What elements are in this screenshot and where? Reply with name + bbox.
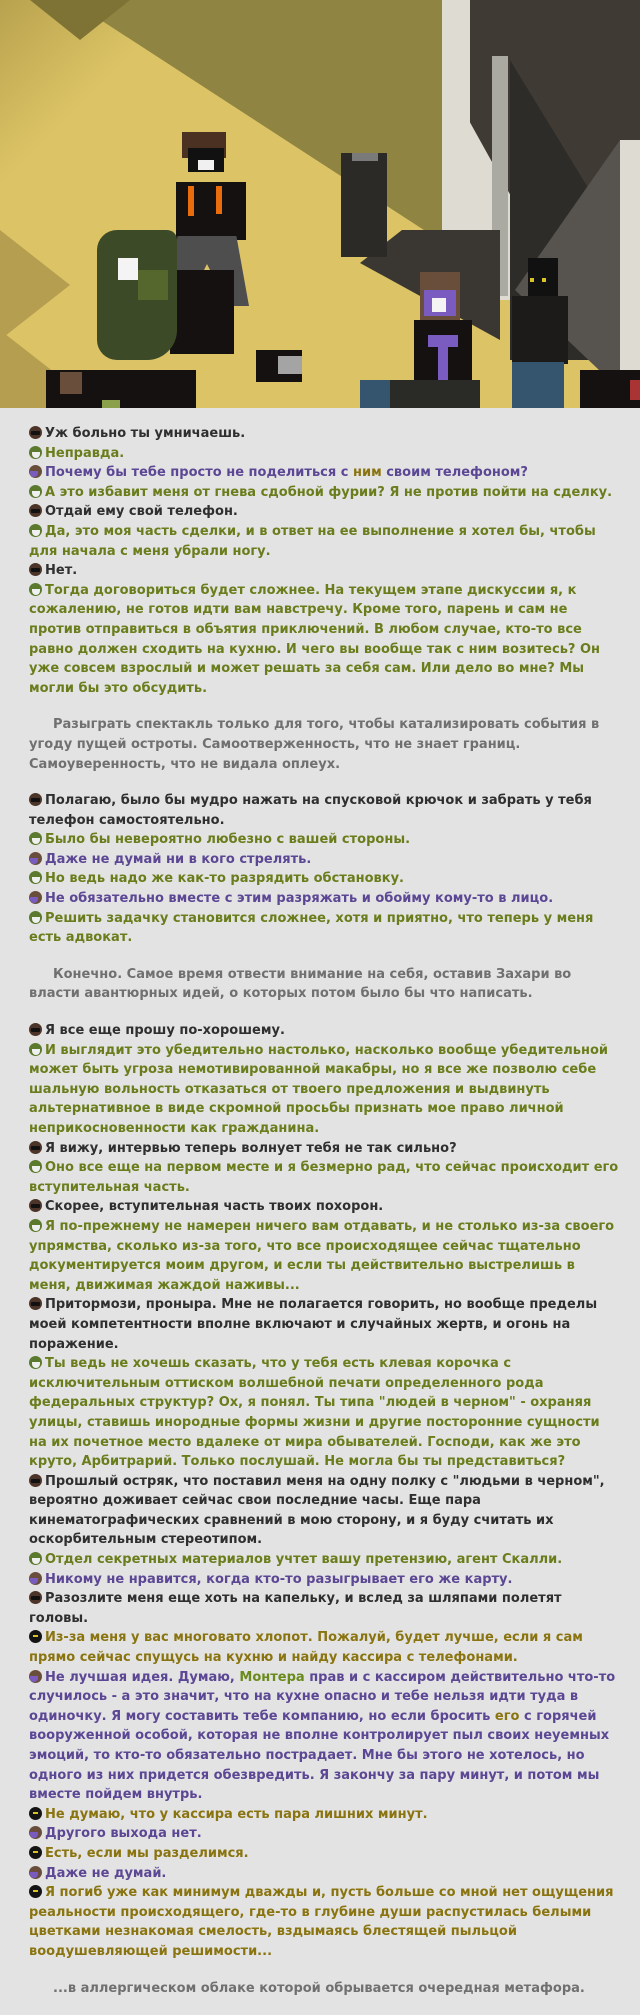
dialogue-line-shadow <box>29 1805 619 1825</box>
dialogue-text: Тогда договориться будет сложнее. На текущем этапе дискуссии я, к сожалению, не готов идти вам навстречу. Кроме того, парень и сам не против отправиться в объятия приключений. В любом случае, кто-то все равно должен сходить на кухню. И чего вы вообще так с ним возитесь? Он уже совсем взрослый и может решать за себя сам. Или дело во мне? Мы могли бы это обсудить. <box>29 582 601 696</box>
dialogue-text: Даже не думай ни в кого стрелять. <box>45 851 312 867</box>
dialogue-block <box>29 791 619 948</box>
dialogue-line-hat <box>29 1589 619 1628</box>
dialogue-line-bandana <box>29 483 619 503</box>
bandana-avatar-icon <box>29 1160 42 1173</box>
violet-avatar-icon <box>29 852 42 865</box>
dialogue-text: своим телефоном? <box>381 465 528 481</box>
violet-avatar-icon <box>29 1866 42 1879</box>
bandana-avatar-icon <box>29 1043 42 1056</box>
dialogue-text: Даже не думай. <box>45 1865 167 1881</box>
dialogue-text: Я погиб уже как минимум дважды и, пусть больше со мной нет ощущения реальности происходящего, где-то в глубине души распустилась белыми цветками незнакомая смелость, вздымаясь блестящей пыльцой воодушевляющей решимости... <box>29 1885 614 1959</box>
transcript <box>29 424 619 2015</box>
dialogue-line-violet <box>29 889 619 909</box>
dialogue-line-bandana <box>29 869 619 889</box>
dialogue-line-bandana <box>29 444 619 464</box>
dialogue-text: Не лучшая идея. Думаю, <box>45 1669 240 1685</box>
dialogue-text: Разозлите меня еще хоть на капельку, и вслед за шляпами полетят головы. <box>29 1591 562 1626</box>
dialogue-text: Другого выхода нет. <box>45 1826 202 1842</box>
hat-avatar-icon <box>29 1591 42 1604</box>
dialogue-text: Нет. <box>45 563 78 579</box>
dialogue-text: Скорее, вступительная часть твоих похорон. <box>45 1199 384 1215</box>
dialogue-line-violet <box>29 1864 619 1884</box>
dialogue-text: Прошлый остряк, что поставил меня на одну полку с "людьми в черном", вероятно доживает сейчас свои последние часы. Еще пара кинематографических сравнений в мою сторону, и я буду считать их оскорбительным стереотипом. <box>29 1473 605 1548</box>
dialogue-text: А это избавит меня от гнева сдобной фурии? Я не против пойти на сделку. <box>45 484 613 500</box>
dialogue-line-shadow <box>29 1883 619 1961</box>
dialogue-text: Не обязательно вместе с этим разряжать и обойму кому-то в лицо. <box>45 891 554 907</box>
narration-paragraph: ...в аллергическом облаке которой обрывается очередная метафора. <box>53 1980 585 1996</box>
dialogue-line-shadow <box>29 1844 619 1864</box>
dialogue-text: И выглядит это убедительно настолько, насколько вообще убедительной может быть угроза немотивированной макабры, но я все же позволю себе шальную вольность отказаться от твоего предложения и выдвинуть альтернативное в виде скромной просьбы признать мое право личной неприкосновенности как гражданина. <box>29 1042 609 1136</box>
hat-avatar-icon <box>29 504 42 517</box>
dialogue-line-bandana <box>29 1158 619 1197</box>
hat-avatar-icon <box>29 793 42 806</box>
dialogue-line-violet <box>29 1668 619 1805</box>
dialogue-text: Есть, если мы разделимся. <box>45 1845 249 1861</box>
dialogue-line-hat <box>29 1295 619 1354</box>
game-scene-image <box>0 0 640 408</box>
narration-paragraph: Конечно. Самое время отвести внимание на себя, оставив Захари во власти авантюрных идей, о которых потом было бы что написать. <box>29 966 572 1002</box>
dialogue-text: Почему бы тебе просто не поделиться с <box>45 465 353 481</box>
dialogue-text: Ты ведь не хочешь сказать, что у тебя есть клевая корочка с исключительным оттиском волшебной печати определенного рода федеральных структур? Ох, я понял. Ты типа "людей в черном" - охраняя улицы, ставишь инородные формы жизни и другие посторонние сущности на их почетное место вдалеке от мира обывателей. Господи, как же это круто, Арбитрарий. Только послушай. Не могла бы ты представиться? <box>29 1356 600 1470</box>
dialogue-line-hat <box>29 502 619 522</box>
shadow-avatar-icon <box>29 1885 42 1898</box>
hat-avatar-icon <box>29 1023 42 1036</box>
dialogue-line-bandana <box>29 1354 619 1472</box>
dialogue-line-bandana <box>29 1550 619 1570</box>
dialogue-line-bandana <box>29 1217 619 1295</box>
dialogue-text: с горячей вооруженной особой, которая не вполне контролирует пыл своих неуемных эмоций, то кто-то обязательно пострадает. Мне бы этого не хотелось, но одного из них придется обезвредить. Я закончу за пару минут, и потом мы вместе пойдем внутрь. <box>29 1708 610 1803</box>
hat-avatar-icon <box>29 1297 42 1310</box>
dialogue-line-bandana <box>29 522 619 561</box>
shadow-avatar-icon <box>29 1846 42 1859</box>
dialogue-text: Отдел секретных материалов учтет вашу претензию, агент Скалли. <box>45 1552 563 1568</box>
dialogue-text: Я все еще прошу по-хорошему. <box>45 1023 285 1039</box>
bandana-avatar-icon <box>29 911 42 924</box>
dialogue-text: Было бы невероятно любезно с вашей стороны. <box>45 832 411 848</box>
dialogue-text: Из-за меня у вас многовато хлопот. Пожалуй, будет лучше, если я сам прямо сейчас спущусь на кухню и найду кассира с телефонами. <box>29 1630 583 1666</box>
bandana-avatar-icon <box>29 832 42 845</box>
dialogue-text: Не думаю, что у кассира есть пара лишних минут. <box>45 1806 428 1822</box>
bandana-avatar-icon <box>29 583 42 596</box>
violet-avatar-icon <box>29 1826 42 1839</box>
dialogue-line-bandana <box>29 830 619 850</box>
hat-avatar-icon <box>29 426 42 439</box>
hat-avatar-icon <box>29 1474 42 1487</box>
dialogue-text: Уж больно ты умничаешь. <box>45 426 246 441</box>
dialogue-line-violet <box>29 1824 619 1844</box>
dialogue-text: Оно все еще на первом месте и я безмерно рад, что сейчас происходит его вступительная часть. <box>29 1160 619 1195</box>
highlighted-word: его <box>494 1708 520 1724</box>
bandana-avatar-icon <box>29 1219 42 1232</box>
dialogue-text: Но ведь надо же как-то разрядить обстановку. <box>45 871 404 887</box>
dialogue-text: Решить задачку становится сложнее, хотя и приятно, что теперь у меня есть адвокат. <box>29 910 594 946</box>
dialogue-line-violet <box>29 1570 619 1590</box>
dialogue-text: Притормози, проныра. Мне не полагается говорить, но вообще пределы моей компетентности вполне включают и случайных жертв, и огонь на поражение. <box>29 1297 598 1352</box>
dialogue-text: Я по-прежнему не намерен ничего вам отдавать, и не столько из-за своего упрямства, сколько из-за того, что все происходящее сейчас тщательно документируется моим другом, и если ты действительно выстрелишь в меня, движимая жаждой наживы... <box>29 1218 615 1293</box>
hat-avatar-icon <box>29 563 42 576</box>
dialogue-text: Полагаю, было бы мудро нажать на спусковой крючок и забрать у тебя телефон самостоятельно. <box>29 793 592 828</box>
dialogue-text: Отдай ему свой телефон. <box>45 504 238 520</box>
bandana-avatar-icon <box>29 524 42 537</box>
dialogue-line-violet <box>29 850 619 870</box>
bandana-avatar-icon <box>29 485 42 498</box>
hat-avatar-icon <box>29 1141 42 1154</box>
dialogue-line-hat <box>29 1197 619 1217</box>
dialogue-line-hat <box>29 791 619 830</box>
dialogue-line-hat <box>29 561 619 581</box>
dialogue-line-hat <box>29 1472 619 1550</box>
hat-avatar-icon <box>29 1199 42 1212</box>
dialogue-block <box>29 424 619 698</box>
dialogue-line-bandana <box>29 1041 619 1139</box>
dialogue-line-violet <box>29 463 619 483</box>
dialogue-line-bandana <box>29 581 619 699</box>
bandana-avatar-icon <box>29 446 42 459</box>
dialogue-text: Никому не нравится, когда кто-то разыгрывает его же карту. <box>45 1571 513 1587</box>
bandana-avatar-icon <box>29 1552 42 1565</box>
dialogue-text: прав и с кассиром действительно что-то случилось - а это значит, что на кухне опасно и тебе нельзя идти туда в одиночку. Я могу составить тебе компанию, но если бросить <box>29 1669 616 1724</box>
shadow-avatar-icon <box>29 1630 42 1643</box>
shadow-avatar-icon <box>29 1807 42 1820</box>
highlighted-name: Монтера <box>239 1669 305 1685</box>
dialogue-line-hat <box>29 1021 619 1041</box>
bandana-avatar-icon <box>29 871 42 884</box>
bandana-avatar-icon <box>29 1356 42 1369</box>
highlighted-name: ним <box>352 465 382 481</box>
dialogue-text: Неправда. <box>45 445 125 461</box>
dialogue-text: Да, это моя часть сделки, и в ответ на ее выполнение я хотел бы, чтобы для начала с меня убрали ногу. <box>29 523 596 559</box>
narration-paragraph: Разыграть спектакль только для того, чтобы катализировать события в угоду пущей остроты. Самоотверженность, что не знает границ. Самоуверенность, что не видала оплеух. <box>29 717 600 772</box>
dialogue-text: Я вижу, интервью теперь волнует тебя не так сильно? <box>45 1140 457 1156</box>
dialogue-block <box>29 1021 619 1962</box>
violet-avatar-icon <box>29 465 42 478</box>
dialogue-line-hat <box>29 1139 619 1159</box>
dialogue-line-shadow <box>29 1628 619 1667</box>
violet-avatar-icon <box>29 1572 42 1585</box>
violet-avatar-icon <box>29 1670 42 1683</box>
dialogue-line-hat <box>29 424 619 444</box>
dialogue-line-bandana <box>29 909 619 948</box>
violet-avatar-icon <box>29 891 42 904</box>
